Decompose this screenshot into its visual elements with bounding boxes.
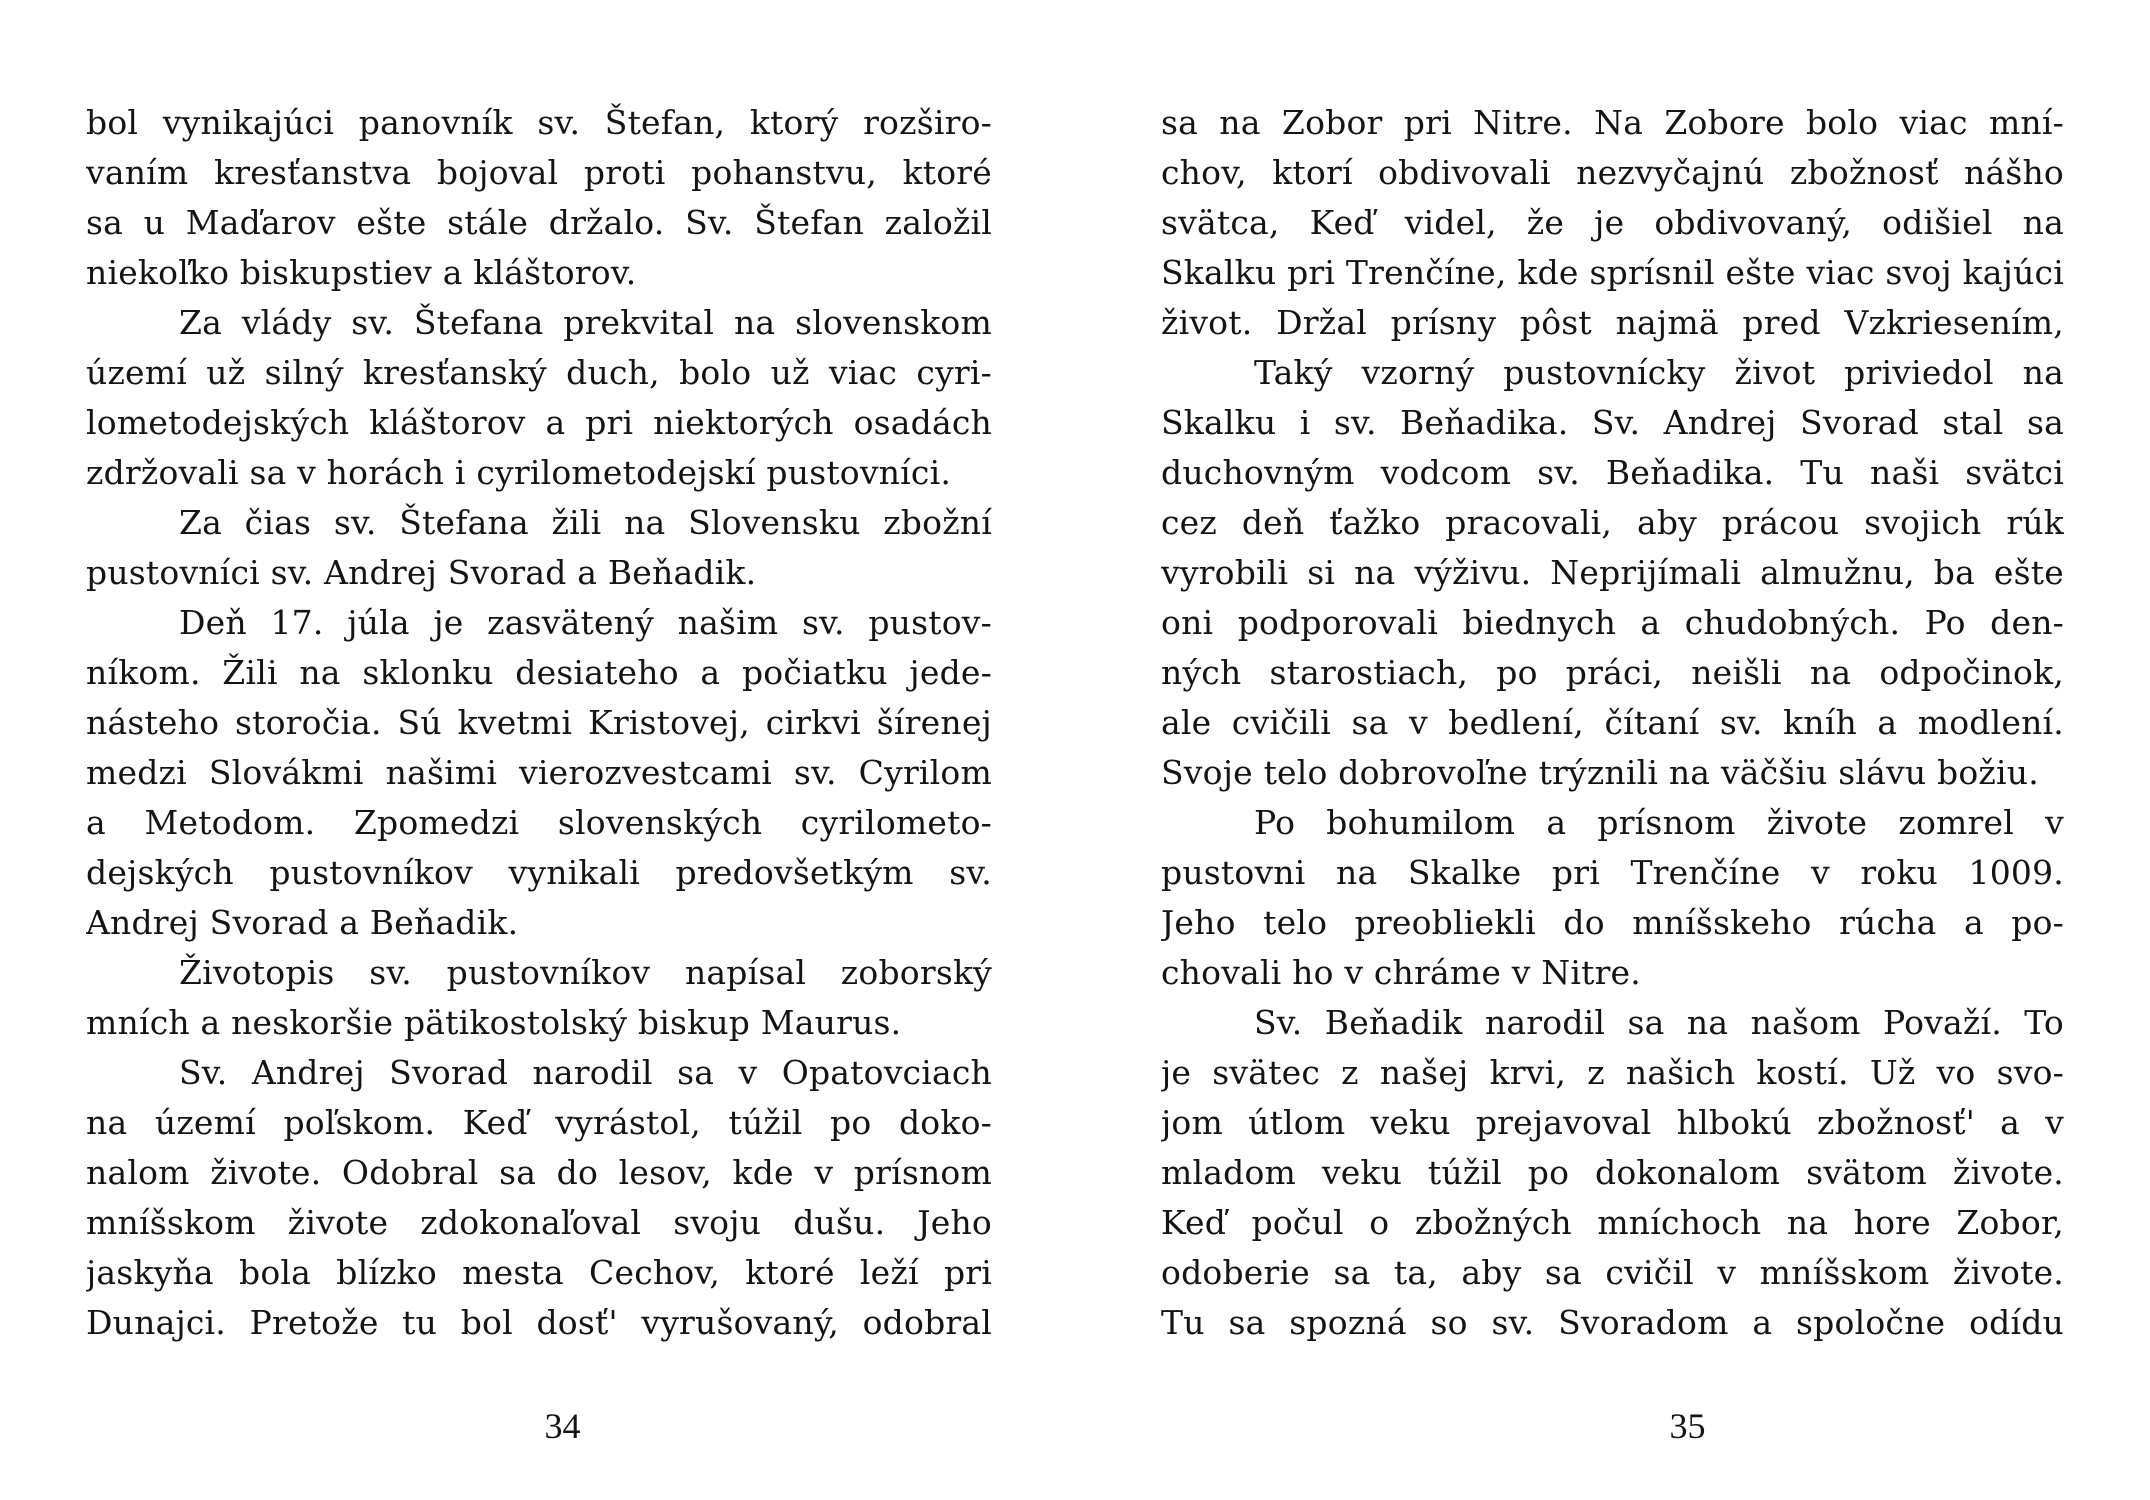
text-line: duchovným vodcom sv. Beňadika. Tu naši svätci bbox=[1161, 453, 2064, 492]
text-line: život. Držal prísny pôst najmä pred Vzkriesením, bbox=[1161, 303, 2064, 342]
text-line: Skalku pri Trenčíne, kde sprísnil ešte viac svoj kajúci bbox=[1161, 253, 2064, 292]
text-line: sa na Zobor pri Nitre. Na Zobore bolo viac mní- bbox=[1161, 103, 2064, 142]
text-line: cez deň ťažko pracovali, aby prácou svojich rúk bbox=[1161, 503, 2064, 542]
text-line: níkom. Žili na sklonku desiateho a počiatku jede- bbox=[86, 653, 992, 692]
text-line: sa u Maďarov ešte stále držalo. Sv. Štefan založil bbox=[86, 203, 992, 242]
text-line: niekoľko biskupstiev a kláštorov. bbox=[86, 253, 637, 292]
text-line: oni podporovali biednych a chudobných. Po den- bbox=[1161, 603, 2064, 642]
text-line: medzi Slovákmi našimi vierozvestcami sv. Cyrilom bbox=[86, 753, 992, 792]
text-line: Po bohumilom a prísnom živote zomrel v bbox=[1254, 803, 2064, 842]
text-line: Dunajci. Pretože tu bol dosť' vyrušovaný, odobral bbox=[86, 1303, 992, 1342]
text-line: je svätec z našej krvi, z našich kostí. Už vo svo- bbox=[1161, 1053, 2064, 1092]
text-line: Za vlády sv. Štefana prekvital na slovenskom bbox=[179, 303, 992, 342]
text-line: Skalku i sv. Beňadika. Sv. Andrej Svorad stal sa bbox=[1161, 403, 2064, 442]
text-line: odoberie sa ta, aby sa cvičil v mníšskom živote. bbox=[1161, 1253, 2064, 1292]
right-page bbox=[1075, 0, 2150, 1500]
text-line: ných starostiach, po práci, neišli na odpočinok, bbox=[1161, 653, 2064, 692]
text-line: jaskyňa bola blízko mesta Cechov, ktoré leží pri bbox=[86, 1253, 992, 1292]
text-line: Svoje telo dobrovoľne trýznili na väčšiu slávu božiu. bbox=[1161, 753, 2039, 792]
text-line: Keď počul o zbožných mníchoch na hore Zobor, bbox=[1161, 1203, 2064, 1242]
text-line: ale cvičili sa v bedlení, čítaní sv. kníh a modlení. bbox=[1161, 703, 2064, 742]
text-line: mníšskom živote zdokonaľoval svoju dušu. Jeho bbox=[86, 1203, 992, 1242]
text-line: chovali ho v chráme v Nitre. bbox=[1161, 953, 1641, 992]
text-line: území už silný kresťanský duch, bolo už viac cyri- bbox=[86, 353, 992, 392]
text-line: na území poľskom. Keď vyrástol, túžil po doko- bbox=[86, 1103, 992, 1142]
text-line: vaním kresťanstva bojoval proti pohanstvu, ktoré bbox=[86, 153, 992, 192]
text-line: Jeho telo preobliekli do mníšskeho rúcha a po- bbox=[1161, 903, 2064, 942]
text-line: zdržovali sa v horách i cyrilometodejskí pustovníci. bbox=[86, 453, 952, 492]
text-line: Sv. Beňadik narodil sa na našom Považí. To bbox=[1254, 1003, 2064, 1042]
text-line: násteho storočia. Sú kvetmi Kristovej, cirkvi šírenej bbox=[86, 703, 992, 742]
text-line: Andrej Svorad a Beňadik. bbox=[86, 903, 519, 942]
text-line: dejských pustovníkov vynikali predovšetkým sv. bbox=[86, 853, 992, 892]
page-number-right: 35 bbox=[1669, 1406, 1706, 1446]
text-line: svätca, Keď videl, že je obdivovaný, odišiel na bbox=[1161, 203, 2064, 242]
right-page-text bbox=[1161, 98, 2064, 1348]
text-line: Sv. Andrej Svorad narodil sa v Opatovciach bbox=[179, 1053, 992, 1092]
text-line: nalom živote. Odobral sa do lesov, kde v prísnom bbox=[86, 1153, 992, 1192]
page-number-left: 34 bbox=[544, 1406, 581, 1446]
text-line: Životopis sv. pustovníkov napísal zoborský bbox=[179, 953, 992, 992]
text-line: Tu sa spozná so sv. Svoradom a spoločne odídu bbox=[1161, 1303, 2064, 1342]
text-line: chov, ktorí obdivovali nezvyčajnú zbožnosť nášho bbox=[1161, 153, 2064, 192]
text-line: bol vynikajúci panovník sv. Štefan, ktorý rozširo- bbox=[86, 103, 992, 142]
text-line: Deň 17. júla je zasvätený našim sv. pustov- bbox=[179, 603, 992, 642]
left-page-text bbox=[86, 98, 992, 1348]
text-line: mladom veku túžil po dokonalom svätom živote. bbox=[1161, 1153, 2064, 1192]
text-line: Za čias sv. Štefana žili na Slovensku zbožní bbox=[179, 503, 992, 542]
text-line: mních a neskoršie pätikostolský biskup Maurus. bbox=[86, 1003, 902, 1042]
text-line: pustovníci sv. Andrej Svorad a Beňadik. bbox=[86, 553, 757, 592]
text-line: jom útlom veku prejavoval hlbokú zbožnosť' a v bbox=[1161, 1103, 2064, 1142]
text-line: lometodejských kláštorov a pri niektorých osadách bbox=[86, 403, 992, 442]
text-line: vyrobili si na výživu. Neprijímali almužnu, ba ešte bbox=[1161, 553, 2064, 592]
text-line: Taký vzorný pustovnícky život priviedol na bbox=[1254, 353, 2064, 392]
text-line: a Metodom. Zpomedzi slovenských cyrilometo- bbox=[86, 803, 992, 842]
text-line: pustovni na Skalke pri Trenčíne v roku 1009. bbox=[1161, 853, 2064, 892]
